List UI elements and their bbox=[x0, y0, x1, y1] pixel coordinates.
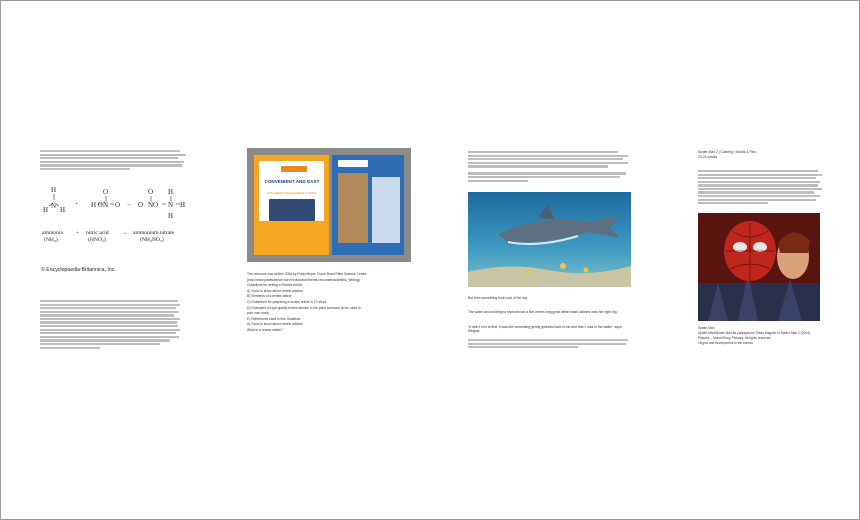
reactant2-name: nitric acid bbox=[86, 230, 109, 236]
brochure-headline: CONVENIENT AND EASY bbox=[264, 179, 320, 184]
paragraph-lines bbox=[698, 170, 822, 206]
svg-text:N: N bbox=[168, 201, 174, 209]
paragraph-lines bbox=[468, 151, 634, 183]
brochure-back bbox=[332, 155, 404, 255]
equation-arrow: → bbox=[126, 201, 132, 207]
svg-text:H: H bbox=[51, 186, 57, 194]
svg-text:N: N bbox=[103, 201, 109, 209]
logicaldoc-logo bbox=[281, 166, 307, 172]
svg-text:+: + bbox=[76, 230, 80, 236]
quote-line-2: "It didn't hurt at first, it was like something gently grabbed hold of me and then I was in the water," says Meghal. bbox=[468, 325, 622, 334]
brochure-image bbox=[247, 148, 411, 262]
svg-text:H: H bbox=[180, 201, 186, 209]
spiderman-poster bbox=[698, 213, 820, 321]
svg-text:O: O bbox=[115, 201, 121, 209]
svg-text:O: O bbox=[153, 201, 159, 209]
svg-text:H: H bbox=[168, 212, 174, 220]
article-header: Spider-Man 2 | Coloring | Similar & Film 23-24 minute bbox=[698, 150, 756, 160]
page-thumbnail-brochure[interactable] bbox=[247, 130, 417, 390]
svg-text:H O: H O bbox=[91, 201, 103, 209]
svg-text:→: → bbox=[122, 230, 128, 236]
brochure-subline: DOCUMENT MANAGEMENT SYSTEM bbox=[267, 191, 317, 195]
svg-text:O: O bbox=[103, 188, 109, 196]
quote-line: The water around Megha exploded as a five-metre-long great white shark latched onto her right leg. bbox=[468, 310, 618, 314]
paragraph-lines-lower bbox=[468, 339, 634, 350]
brochure-cover bbox=[254, 155, 329, 255]
caption-line: But then something took hold of her leg. bbox=[468, 296, 528, 300]
reactant2-formula: (HNO₃) bbox=[88, 237, 106, 243]
page-thumbnail-spiderman[interactable] bbox=[698, 130, 828, 390]
svg-text:O: O bbox=[138, 201, 144, 209]
page-thumbnail-shark[interactable] bbox=[468, 130, 638, 390]
equation-plus: + bbox=[75, 201, 79, 207]
svg-text:H: H bbox=[60, 206, 66, 214]
svg-text:O: O bbox=[148, 188, 154, 196]
article-outline: The resource was written 2008 by Philip Meyer, Dutch Reed Plant Science Centre (http://www.plantscience.wur.nl/education/theme-resources/scientific_Writing) Guidelines for writing a Review Article A) Good to know about review articles B) Elements of a review article C) Guidelines for preparing a review article in 10 steps D) Examples of high quality review articles in the plant sciences (to be used in your own work) E) References used in this Guideline A) Good to know about review articles What is a review article? bbox=[247, 272, 367, 332]
svg-text:N: N bbox=[148, 201, 154, 209]
shark-photo bbox=[468, 192, 631, 287]
svg-text:H: H bbox=[168, 188, 174, 196]
svg-text:H: H bbox=[43, 206, 49, 214]
page-thumbnail-chemistry[interactable] bbox=[40, 130, 190, 390]
reactant1-formula: (NH₃) bbox=[44, 237, 58, 243]
paragraph-lines-lower bbox=[40, 300, 180, 350]
reactant1-name: ammonia bbox=[42, 230, 63, 236]
chemical-equation-figure bbox=[40, 178, 190, 258]
copyright-notice: © Encyclopaedia Britannica, Inc. bbox=[41, 267, 116, 273]
paragraph-lines bbox=[40, 150, 186, 171]
laptop-illustration bbox=[269, 199, 315, 221]
poster-caption: Spider-Man Spider-Man/Spider-Man as portrayed by Tobey Maguire in Spider-Man 2 (2004) Pictures – Marvel/Sony Pictures. All rights reserved. Origins and development in the comics bbox=[698, 326, 810, 345]
product-formula: (NH₄NO₃) bbox=[140, 237, 164, 243]
product-name: ammonium nitrate bbox=[133, 230, 175, 236]
svg-text:N: N bbox=[51, 202, 57, 210]
